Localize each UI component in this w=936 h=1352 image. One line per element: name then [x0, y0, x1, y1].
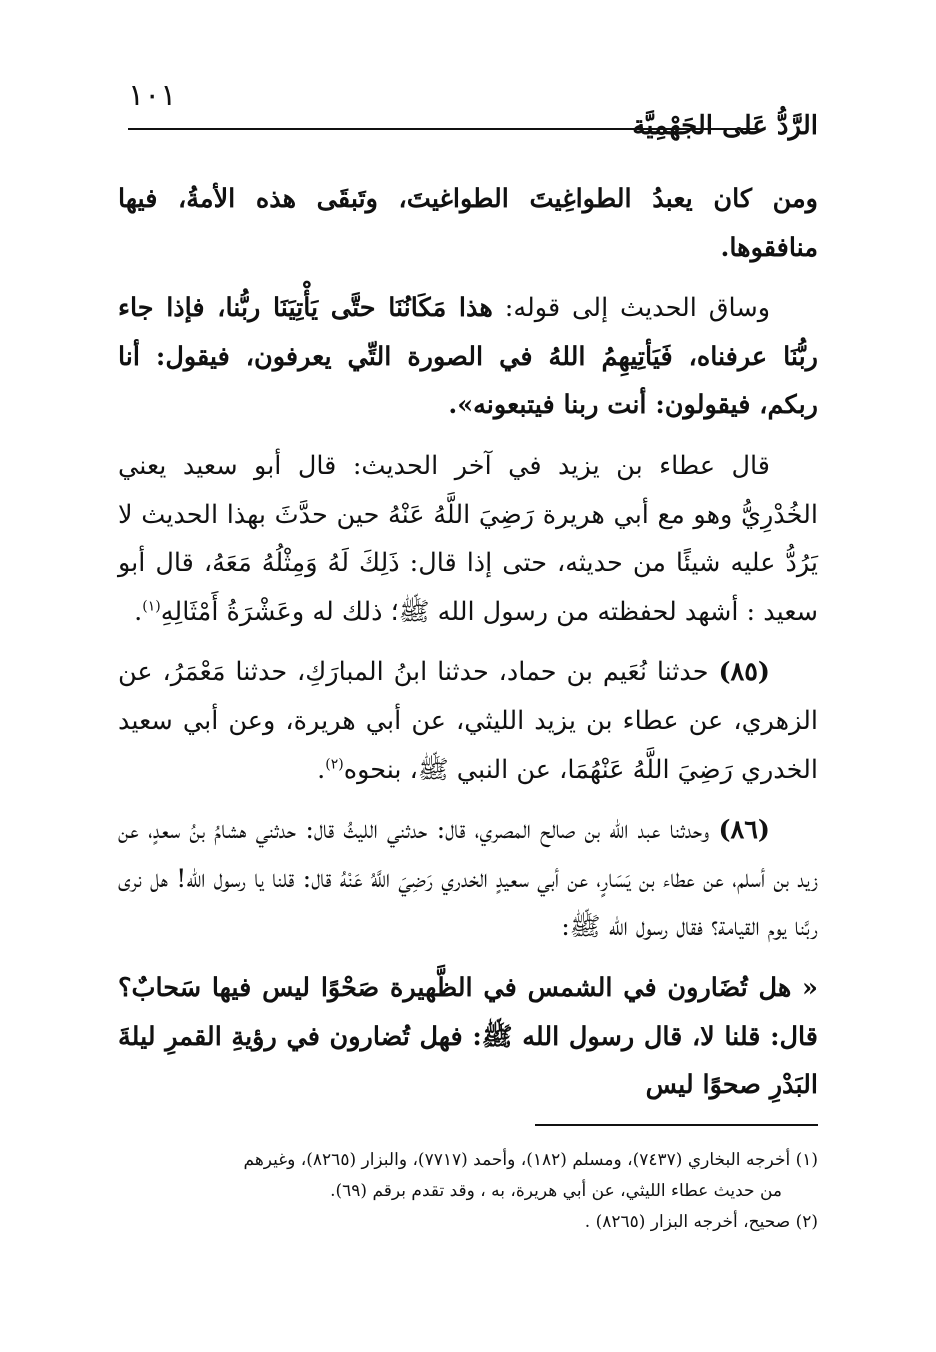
paragraph-hadith-86	[118, 806, 818, 952]
paragraph-hadith-quote: « هل تُضَارون في الشمس في الظَّهيرة صَحْوًا ليس فيها سَحابٌ؟ قال: قلنا لا، قال رسول الله ﷺ: فهل تُضارون في رؤيةِ القمرِ ليلةَ البَدْرِ صحوًا ليس	[118, 972, 818, 1101]
paragraph-hadith-85	[118, 648, 818, 794]
footnote-marker-2: (٢)	[325, 756, 344, 773]
hadith-85-text: حدثنا نُعَيم بن حماد، حدثنا ابنُ المبارَكِ، حدثنا مَعْمَرُ، عن الزهري، عن عطاء بن يزيد الليثي، عن أبي هريرة، وعن أبي سعيد الخدري رَضِيَ اللَّهُ عَنْهُمَا، عن النبي ﷺ، بنحوه	[118, 657, 818, 785]
hadith-85-end: .	[317, 754, 326, 785]
footnote-2: (٢) صحيح، أخرجه البزار (٨٢٦٥) .	[584, 1212, 818, 1232]
footnote-1-line-1: (١) أخرجه البخاري (٧٤٣٧)، ومسلم (١٨٢)، وأحمد (٧٧١٧)، والبزار (٨٢٦٥)، وغيرهم	[243, 1150, 818, 1170]
paragraph-ata-commentary	[118, 442, 818, 636]
page-number: ١٠١	[128, 78, 177, 113]
footnote-marker-1: (١)	[142, 598, 161, 615]
footnote-rule	[535, 1124, 818, 1126]
footnotes	[118, 1145, 818, 1238]
paragraph-continuation: ومن كان يعبدُ الطواغِيتَ الطواغيتَ، وتَبقَى هذه الأمةُ، فيها منافقوها.	[118, 184, 818, 263]
hadith-quote: هذا مَكَانُنَا حتَّى يَأْتِيَنَا ربُّنا، فإذا جاء ربُّنَا عرفناه، فَيَأتِيهِمُ اللهُ في الصورة التِّي يعرفون، فيقول: أنا ربكم، فيقولون: أنت ربنا فيتبعونه».	[118, 293, 818, 421]
main-text	[118, 175, 818, 1110]
footnote-1-line-2: من حديث عطاء الليثي، عن أبي هريرة، به ، وقد تقدم برقم (٦٩).	[330, 1181, 782, 1201]
paragraph-hadith-context	[118, 284, 818, 430]
hadith-number-86: (٨٦)	[718, 815, 770, 846]
header-rule	[128, 128, 756, 130]
hadith-number-85: (٨٥)	[718, 657, 770, 688]
commentary-end: .	[134, 596, 143, 627]
running-header-title: الرَّدُّ عَلى الجَهْمِيَّة	[632, 111, 818, 141]
narration-intro: وساق الحديث إلى قوله:	[492, 293, 771, 324]
hadith-86-text: وحدثنا عبد الله بن صالح المصري، قال: حدثني الليثُ قال: حدثني هشامُ بنُ سعدٍ، عن زيد بن أسلم، عن عطاء بن يَسَارٍ، عن أبي سعيدٍ الخدري رَضِيَ اللَّهُ عَنْهُ قال: قلنا يا رسول الله! هل نرى ربَّنا يوم القيامة؟ فقال رسول الله ﷺ:	[118, 815, 818, 943]
commentary-text: قال عطاء بن يزيد في آخر الحديث: قال أبو سعيد يعني الخُدْرِيُّ وهو مع أبي هريرة رَضِيَ اللَّهُ عَنْهُ حين حدَّثَ بهذا الحديث لا يَرُدُّ عليه شيئًا من حديثه، حتى إذا قال: ذَلِكَ لَهُ وَمِثْلُهُ مَعَهُ، قال أبو سعيد : أشهد لحفظته من رسول الله ﷺ؛ ذلك له وعَشْرَةُ أَمْثَالِهِ	[118, 450, 818, 627]
